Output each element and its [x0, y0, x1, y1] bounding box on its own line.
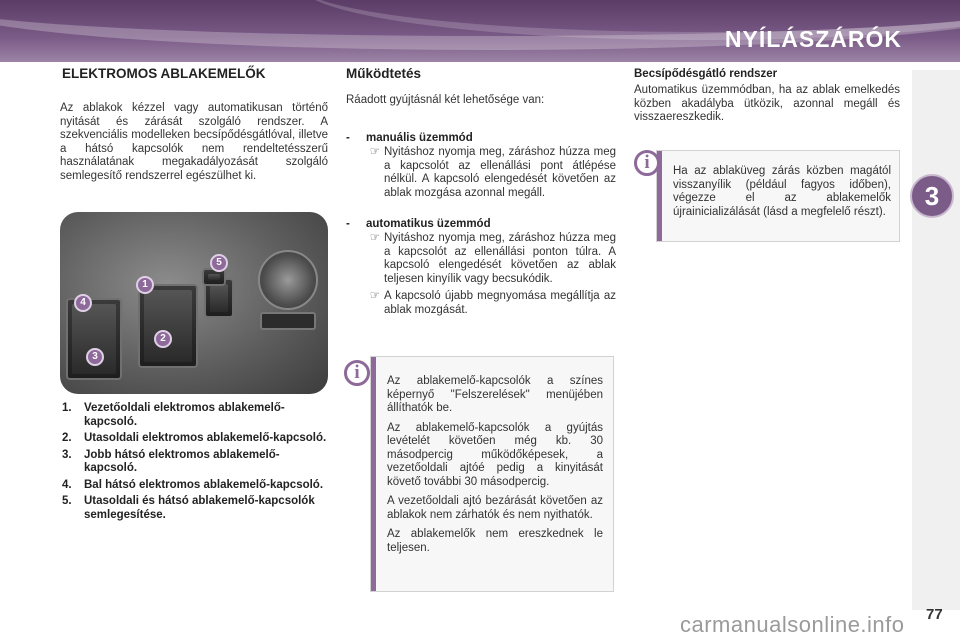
- pointer-hand-icon: ☞: [369, 146, 380, 158]
- anti-pinch-text: Automatikus üzemmódban, ha az ablak emelkedés közben akadályba ütközik, azonnal megáll és visszaereszkedik.: [634, 84, 900, 123]
- window-switch-photo: [60, 212, 328, 394]
- mirror-selector: [260, 312, 316, 330]
- callout-2: 2: [154, 330, 172, 348]
- list-item: 4. Bal hátsó elektromos ablakemelő-kapcsoló.: [62, 478, 324, 491]
- intro-paragraph: Az ablakok kézzel vagy automatikusan történő nyitását és zárását szolgáló rendszer. A szekvenciális modelleken becsípődésgátlóval, illetve a hátsó kapcsolók nem rendeltetésszerű használatának megakadályozását szolgáló semlegesítő rendszerrel egészülhet ki.: [60, 102, 328, 182]
- list-item: 2. Utasoldali elektromos ablakemelő-kapcsoló.: [62, 432, 327, 444]
- chapter-sidebar: [912, 70, 960, 610]
- info-box-reinit: Ha az ablaküveg zárás közben magától visszanyílik (például fagyos időben), végezze el az ablakemelők újrainicializálását (lásd a megfelelő részt).: [656, 150, 900, 242]
- operation-intro: Ráadott gyújtásnál két lehetősége van:: [346, 94, 545, 106]
- manual-mode: - manuális üzemmód ☞ Nyitáshoz nyomja meg, záráshoz húzza meg a kapcsolót az ellenállási pont átlépése nélkül. A kapcsoló elengedését követően az ablak mozgása azonnal megáll.: [346, 132, 616, 199]
- list-item: 3. Jobb hátsó elektromos ablakemelő-kapcsoló.: [62, 448, 280, 474]
- driver-switch: [138, 284, 198, 368]
- mirror-control: [258, 250, 318, 310]
- rear-left-switch: [66, 298, 122, 380]
- info-icon: i: [344, 360, 370, 386]
- list-item: 5. Utasoldali és hátsó ablakemelő-kapcsolók semlegesítése.: [62, 495, 315, 521]
- callout-1: 1: [136, 276, 154, 294]
- chapter-title: NYÍLÁSZÁRÓK: [724, 26, 902, 52]
- anti-pinch-title: Becsípődésgátló rendszer: [634, 68, 778, 80]
- automatic-mode: - automatikus üzemmód ☞ Nyitáshoz nyomja meg, záráshoz húzza meg a kapcsolót az ellenállási ponton túlra. A kapcsoló elengedését követően az ablak teljesen kinyílik vagy becsukódik. ☞ A kapcsoló újabb megnyomása megállítja az ablak mozgását.: [346, 218, 616, 316]
- manual-mode-title: manuális üzemmód: [366, 132, 473, 144]
- pointer-hand-icon: ☞: [369, 290, 380, 302]
- operation-title: Működtetés: [346, 66, 422, 81]
- section-title: ELEKTROMOS ABLAKEMELŐK: [62, 66, 266, 81]
- chapter-number-badge: 3: [910, 174, 954, 218]
- callout-5: 5: [210, 254, 228, 272]
- watermark: carmanualsonline.info: [680, 612, 905, 637]
- info-icon: i: [634, 150, 660, 176]
- info-box-settings: Az ablakemelő-kapcsolók a színes képernyő "Felszerelések" menüjében állíthatók be. Az ablakemelő-kapcsolók a gyújtás levételét követően még kb. 30 másodpercig működőképesek, a vezetőoldali ajtóé pedig a kinyitását követő további 30 másodpercig. A vezetőoldali ajtó bezárását követően az ablakok nem zárhatók és nem nyithatók. Az ablakemelők nem ereszkednek le teljesen.: [370, 356, 614, 592]
- callout-3: 3: [86, 348, 104, 366]
- page-number: 77: [926, 606, 943, 623]
- pointer-hand-icon: ☞: [369, 232, 380, 244]
- page-header: [0, 0, 960, 62]
- callout-4: 4: [74, 294, 92, 312]
- list-item: 1. Vezetőoldali elektromos ablakemelő-kapcsoló.: [62, 402, 285, 428]
- automatic-mode-title: automatikus üzemmód: [366, 218, 491, 230]
- switch-legend-list: [62, 402, 332, 525]
